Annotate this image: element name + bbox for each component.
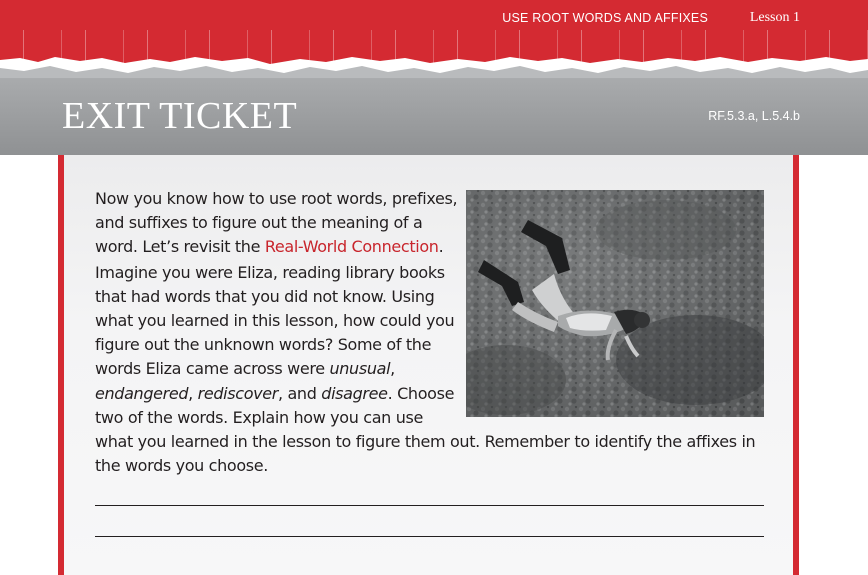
- answer-line-1[interactable]: [95, 505, 764, 506]
- answer-line-2[interactable]: [95, 536, 764, 537]
- word-rediscover: rediscover: [197, 383, 278, 403]
- separator-2: ,: [188, 383, 198, 403]
- lesson-label: Lesson 1: [749, 10, 800, 25]
- question-lead: Imagine you were Eliza, reading library books that had words that you did not know. Using what you learned in this lesson, how could you figure out the unknown words? Some of the words Eliza came across were: [95, 262, 455, 379]
- intro-text: Now you know how to use root words, prefixes, and suffixes to figure out the meaning of a word. Let’s revisit the: [95, 189, 458, 257]
- word-endangered: endangered: [95, 383, 189, 403]
- word-unusual: unusual: [329, 359, 391, 379]
- standards-code: RF.5.3.a, L.5.4.b: [708, 109, 800, 123]
- real-world-connection-link[interactable]: Real-World Connection: [264, 237, 439, 257]
- image-spacer: [465, 187, 770, 422]
- separator-3: , and: [278, 383, 322, 403]
- intro-period: .: [438, 237, 444, 257]
- prompt-text: [95, 187, 770, 479]
- page-title: EXIT TICKET: [62, 95, 298, 137]
- separator-1: ,: [390, 359, 395, 379]
- unit-title: USE ROOT WORDS AND AFFIXES: [502, 11, 708, 25]
- word-disagree: disagree: [321, 383, 388, 403]
- question-tail: . Choose two of the words. Explain how you can use what you learned in the lesson to figure them out. Remember to identify the affixes in the words you choose.: [95, 383, 756, 476]
